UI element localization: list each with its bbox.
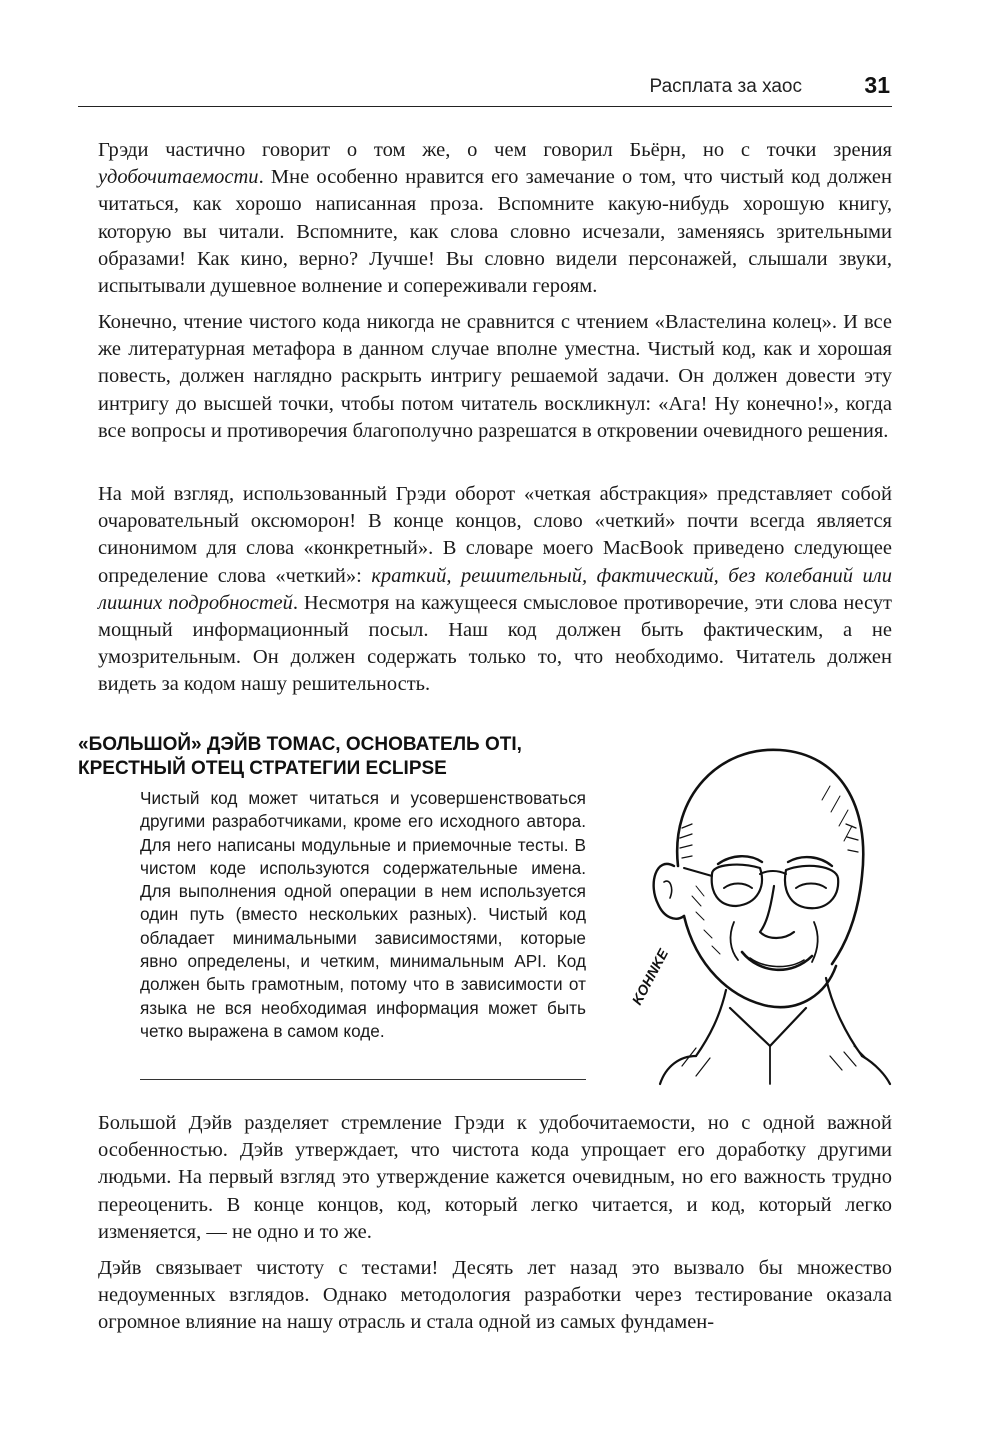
sidebar-quote: Чистый код может читаться и усовершенствоваться другими разработчиками, кроме его исходного автора. Для него написаны модульные и приемочные тесты. В чистом коде используются содержательные имена. Для выполнения одной операции в нем используется один путь (вместо нескольких разных). Чистый код обладает минимальными зависимостями, которые явно определены, и четким, минимальным API. Код должен быть грамотным, потому что в зависимости от языка не вся необходимая информация может быть четко выражена в самом коде. <box>140 788 586 1041</box>
paragraph-1-emphasis: удобочитаемости <box>98 166 259 189</box>
running-title: Расплата за хаос <box>649 76 802 97</box>
quote-divider <box>140 1079 586 1080</box>
paragraph-1 <box>98 137 892 300</box>
paragraph-3-text: На мой взгляд, использованный Грэди оборот «четкая абстракция» представляет собой очаровательный оксюморон! В конце концов, слово «четкий» почти всегда является синонимом для слова «конкретный». В словаре моего MacBook приведено следующее определение слова «четкий»: <box>98 483 892 587</box>
paragraph-3 <box>98 481 892 699</box>
paragraph-2: Конечно, чтение чистого кода никогда не сравнится с чтением «Властелина колец». И все же литературная метафора в данном случае вполне уместна. Чистый код, как и хорошая повесть, должен наглядно раскрыть интригу решаемой задачи. Он должен довести эту интригу до высшей точки, чтобы потом читатель воскликнул: «Ага! Ну конечно!», когда все вопросы и противоречия благополучно разрешатся в откровении очевидного решения. <box>98 311 892 442</box>
portrait-illustration <box>600 716 892 1086</box>
paragraph-1-text-end: . Мне особенно нравится его замечание о том, что чистый код должен читаться, как хорошо написанная проза. Вспомните какую-нибудь хорошую книгу, которую вы читали. Вспомните, как слова словно исчезали, заменяясь зрительными образами! Как кино, верно? Лучше! Вы словно видели персонажей, слышали звуки, испытывали душевное волнение и сопереживали героям. <box>98 166 892 298</box>
sidebar-title <box>78 733 638 781</box>
page-header <box>78 70 892 107</box>
page-number: 31 <box>864 72 890 98</box>
sidebar-title-line-1: «БОЛЬШОЙ» ДЭЙВ ТОМАС, ОСНОВАТЕЛЬ OTI, <box>78 734 522 755</box>
paragraph-3-emphasis: краткий, решительный, фактический, без колебаний или лишних подробностей <box>98 564 892 614</box>
paragraph-3-text-end: . Несмотря на кажущееся смысловое противоречие, эти слова несут мощный информационный посыл. Наш код должен быть фактическим, а не умозрительным. Он должен содержать только то, что необходимо. Читатель должен видеть за кодом нашу решительность. <box>98 591 892 696</box>
sidebar-title-line-2: КРЕСТНЫЙ ОТЕЦ СТРАТЕГИИ ECLIPSE <box>78 758 447 779</box>
paragraph-5: Дэйв связывает чистоту с тестами! Десять лет назад это вызвало бы множество недоуменных взглядов. Однако методология разработки через тестирование оказала огромное влияние на нашу отрасль и стала одной из самых фундамен- <box>98 1257 892 1334</box>
paragraph-4: Большой Дэйв разделяет стремление Грэди к удобочитаемости, но с одной важной особенностью. Дэйв утверждает, что чистота кода упрощает его доработку другими людьми. На первый взгляд это утверждение кажется очевидным, но его важность трудно переоценить. В конце концов, код, который легко читается, и код, который легко изменяется, — не одно и то же. <box>98 1112 892 1243</box>
paragraph-1-text: Грэди частично говорит о том же, о чем говорил Бьёрн, но с точки зрения <box>98 139 892 161</box>
portrait-signature: KOHNKE <box>628 946 672 1008</box>
